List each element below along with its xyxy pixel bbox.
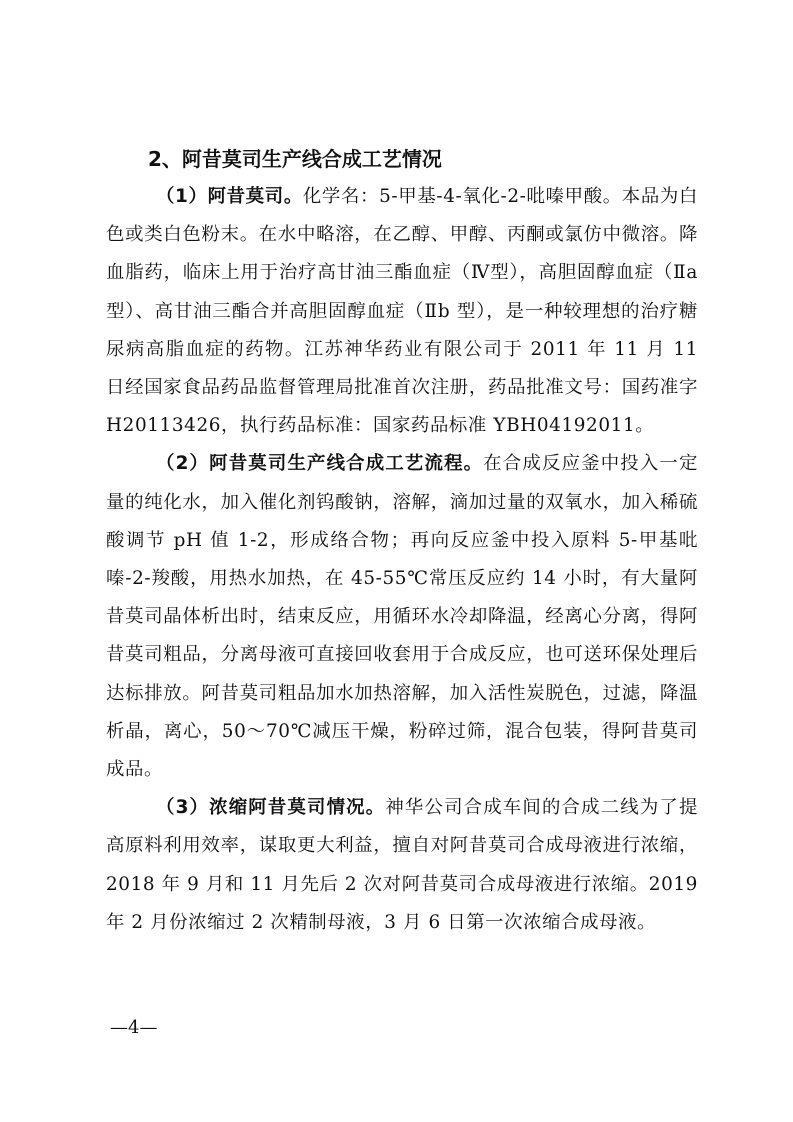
document-body [106,140,698,942]
paragraph-1 [106,178,698,445]
paragraph-2 [106,445,698,789]
paragraph-3-body: 神华公司合成车间的合成二线为了提高原料利用效率，谋取更大利益，擅自对阿昔莫司合成母液进行浓缩，2018 年 9 月和 11 月先后 2 次对阿昔莫司合成母液进行浓缩。2019 年 2 月份浓缩过 2 次精制母液，3 月 6 日第一次浓缩合成母液。 [106,797,698,933]
paragraph-1-body: 化学名：5-甲基-4-氧化-2-吡嗪甲酸。本品为白色或类白色粉末。在水中略溶，在乙醇、甲醇、丙酮或氯仿中微溶。降血脂药，临床上用于治疗高甘油三酯血症（Ⅳ型），高胆固醇血症（Ⅱa 型）、高甘油三酯合并高胆固醇血症（Ⅱb 型），是一种较理想的治疗糖尿病高脂血症的药物。江苏神华药业有限公司于 2011 年 11 月 11 日经国家食品药品监督管理局批准首次注册，药品批准文号：国药准字 H20113426，执行药品标准：国家药品标准 YBH04192011。 [106,186,698,437]
paragraph-2-body: 在合成反应釜中投入一定量的纯化水，加入催化剂钨酸钠，溶解，滴加过量的双氧水，加入稀硫酸调节 pH 值 1-2，形成络合物；再向反应釜中投入原料 5-甲基吡嗪-2-羧酸，用热水加热，在 45-55℃常压反应约 14 小时，有大量阿昔莫司晶体析出时，结束反应，用循环水冷却降温，经离心分离，得阿昔莫司粗品，分离母液可直接回收套用于合成反应，也可送环保处理后达标排放。阿昔莫司粗品加水加热溶解，加入活性炭脱色，过滤，降温析晶，离心，50～70℃减压干燥，粉碎过筛，混合包装，得阿昔莫司成品。 [106,453,698,781]
section-heading: 2、阿昔莫司生产线合成工艺情况 [148,147,442,171]
paragraph-2-lead: （2）阿昔莫司生产线合成工艺流程。 [156,453,484,475]
page-number: —4— [110,1017,158,1038]
paragraph-1-lead: （1）阿昔莫司。 [156,186,303,207]
paragraph-3 [106,789,698,942]
paragraph-3-lead: （3）浓缩阿昔莫司情况。 [156,797,386,819]
